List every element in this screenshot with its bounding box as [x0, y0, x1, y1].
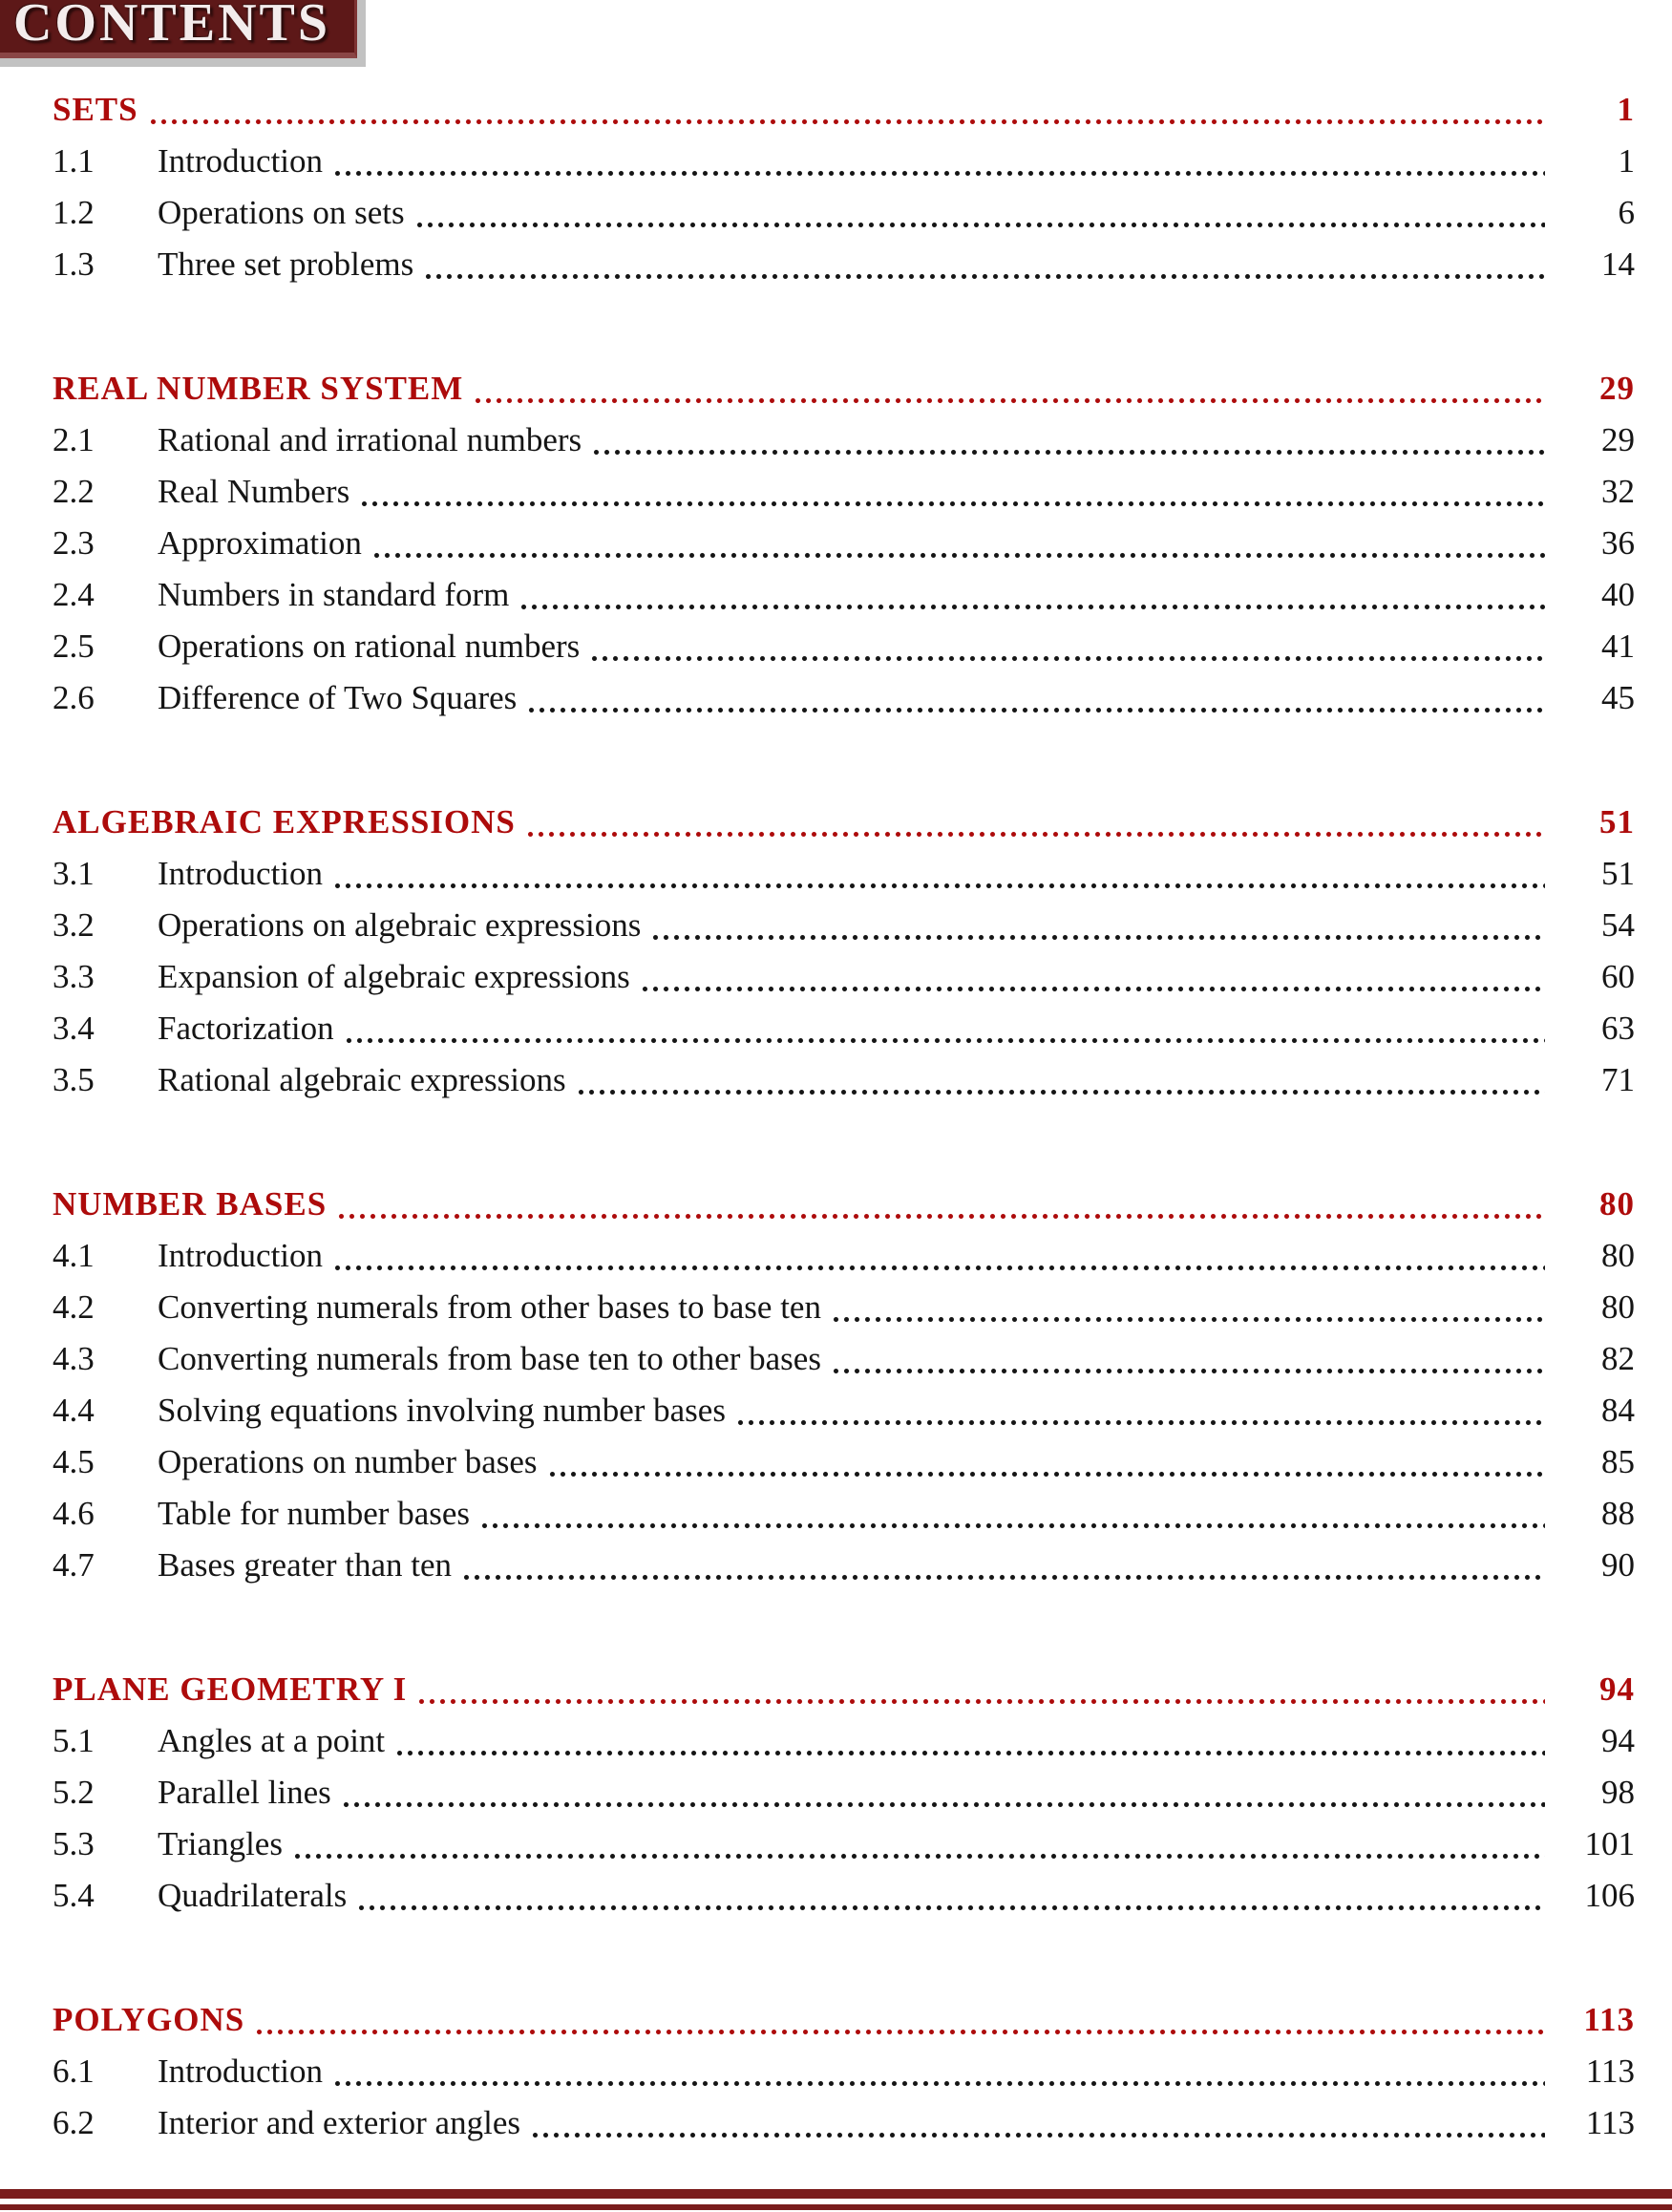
section-row: [53, 1282, 1635, 1333]
section-number: 3.3: [53, 958, 95, 995]
section-title: Converting numerals from other bases to base ten: [158, 1288, 821, 1326]
section-number: 6.2: [53, 2104, 95, 2141]
dot-leader: [332, 136, 1545, 187]
section-title: Approximation: [158, 524, 362, 562]
dot-leader: [530, 2097, 1545, 2149]
chapter-row: [53, 1179, 1635, 1230]
section-title: Converting numerals from base ten to other bases: [158, 1340, 821, 1377]
chapter-page-number: 29: [1599, 370, 1635, 407]
section-title: Solving equations involving number bases: [158, 1392, 726, 1429]
section-page-number: 88: [1601, 1495, 1635, 1532]
section-number: 1.1: [53, 142, 95, 180]
section-page-number: 45: [1601, 679, 1635, 716]
dot-leader: [416, 1664, 1545, 1715]
section-page-number: 40: [1601, 576, 1635, 613]
chapter-block: [53, 363, 1635, 724]
section-number: 4.5: [53, 1443, 95, 1480]
section-number: 5.4: [53, 1877, 95, 1914]
section-title: Angles at a point: [158, 1722, 386, 1759]
section-page-number: 1: [1618, 142, 1635, 180]
section-row: [53, 1054, 1635, 1106]
chapter-title: PLANE GEOMETRY I: [53, 1670, 408, 1708]
section-row: [53, 2097, 1635, 2149]
dot-leader: [526, 672, 1545, 724]
section-row: [53, 1819, 1635, 1870]
chapter-row: [53, 1664, 1635, 1715]
section-page-number: 63: [1601, 1010, 1635, 1047]
section-row: [53, 848, 1635, 900]
section-row: [53, 1385, 1635, 1436]
section-title: Operations on rational numbers: [158, 627, 581, 665]
chapter-page-number: 1: [1617, 91, 1635, 128]
section-number: 2.1: [53, 421, 95, 458]
dot-leader: [519, 569, 1545, 621]
dot-leader: [473, 363, 1545, 415]
section-page-number: 98: [1601, 1774, 1635, 1811]
chapter-page-number: 51: [1599, 803, 1635, 840]
section-page-number: 14: [1601, 245, 1635, 283]
section-page-number: 113: [1585, 2104, 1635, 2141]
section-number: 4.4: [53, 1392, 95, 1429]
section-row: [53, 672, 1635, 724]
section-page-number: 113: [1585, 2052, 1635, 2090]
section-page-number: 29: [1601, 421, 1635, 458]
section-page-number: 54: [1601, 906, 1635, 944]
section-number: 4.6: [53, 1495, 95, 1532]
dot-leader: [831, 1282, 1545, 1333]
section-row: [53, 1436, 1635, 1488]
dot-leader: [525, 797, 1545, 848]
section-title: Introduction: [158, 1237, 324, 1274]
dot-leader: [148, 84, 1545, 136]
section-title: Bases greater than ten: [158, 1546, 453, 1584]
section-title: Interior and exterior angles: [158, 2104, 520, 2141]
section-title: Rational algebraic expressions: [158, 1061, 566, 1098]
bottom-rule: [0, 2189, 1672, 2210]
dot-leader: [576, 1054, 1545, 1106]
section-number: 1.2: [53, 194, 95, 231]
chapter-row: [53, 84, 1635, 136]
section-number: 2.2: [53, 473, 95, 510]
chapter-block: [53, 797, 1635, 1106]
section-number: 2.3: [53, 524, 95, 562]
section-page-number: 80: [1601, 1237, 1635, 1274]
chapter-title: NUMBER BASES: [53, 1185, 328, 1223]
section-title: Quadrilaterals: [158, 1877, 348, 1914]
section-number: 3.5: [53, 1061, 95, 1098]
section-title: Parallel lines: [158, 1774, 331, 1811]
section-number: 5.2: [53, 1774, 95, 1811]
section-row: [53, 415, 1635, 466]
section-page-number: 85: [1601, 1443, 1635, 1480]
section-row: [53, 518, 1635, 569]
section-title: Expansion of algebraic expressions: [158, 958, 630, 995]
section-title: Operations on sets: [158, 194, 405, 231]
chapter-row: [53, 363, 1635, 415]
section-row: [53, 951, 1635, 1003]
section-row: [53, 1767, 1635, 1819]
section-row: [53, 1003, 1635, 1054]
section-page-number: 51: [1601, 855, 1635, 892]
chapter-title: POLYGONS: [53, 2001, 245, 2038]
section-title: Factorization: [158, 1010, 334, 1047]
dot-leader: [336, 1179, 1545, 1230]
dot-leader: [423, 239, 1545, 290]
section-page-number: 82: [1601, 1340, 1635, 1377]
section-row: [53, 900, 1635, 951]
section-number: 5.1: [53, 1722, 95, 1759]
section-page-number: 71: [1601, 1061, 1635, 1098]
dot-leader: [547, 1436, 1545, 1488]
section-page-number: 60: [1601, 958, 1635, 995]
bottom-rule-thin-bar: [0, 2204, 1672, 2210]
contents-banner: [0, 0, 357, 58]
chapter-title: SETS: [53, 91, 138, 128]
section-title: Rational and irrational numbers: [158, 421, 582, 458]
section-number: 4.2: [53, 1288, 95, 1326]
chapter-block: [53, 1994, 1635, 2149]
section-row: [53, 1870, 1635, 1922]
section-row: [53, 621, 1635, 672]
section-number: 3.1: [53, 855, 95, 892]
section-row: [53, 1333, 1635, 1385]
dot-leader: [254, 1994, 1545, 2046]
section-page-number: 94: [1601, 1722, 1635, 1759]
section-title: Three set problems: [158, 245, 414, 283]
dot-leader: [341, 1767, 1545, 1819]
toc: [53, 84, 1635, 2149]
section-row: [53, 239, 1635, 290]
section-row: [53, 136, 1635, 187]
dot-leader: [394, 1715, 1545, 1767]
dot-leader: [831, 1333, 1545, 1385]
section-number: 2.6: [53, 679, 95, 716]
dot-leader: [735, 1385, 1545, 1436]
section-title: Difference of Two Squares: [158, 679, 518, 716]
dot-leader: [589, 621, 1545, 672]
section-title: Introduction: [158, 855, 324, 892]
section-page-number: 36: [1601, 524, 1635, 562]
section-page-number: 90: [1601, 1546, 1635, 1584]
chapter-page-number: 113: [1583, 2001, 1635, 2038]
contents-banner-title: CONTENTS: [12, 0, 331, 53]
section-row: [53, 1715, 1635, 1767]
dot-leader: [292, 1819, 1545, 1870]
section-page-number: 101: [1584, 1825, 1635, 1862]
section-title: Table for number bases: [158, 1495, 471, 1532]
section-number: 4.7: [53, 1546, 95, 1584]
dot-leader: [356, 1870, 1545, 1922]
chapter-block: [53, 1179, 1635, 1591]
section-title: Real Numbers: [158, 473, 350, 510]
section-row: [53, 187, 1635, 239]
dot-leader: [640, 951, 1545, 1003]
dot-leader: [414, 187, 1545, 239]
chapter-block: [53, 84, 1635, 290]
section-title: Triangles: [158, 1825, 283, 1862]
section-title: Numbers in standard form: [158, 576, 510, 613]
chapter-row: [53, 1994, 1635, 2046]
dot-leader: [650, 900, 1545, 951]
section-title: Introduction: [158, 142, 324, 180]
section-number: 6.1: [53, 2052, 95, 2090]
chapter-block: [53, 1664, 1635, 1922]
section-row: [53, 1230, 1635, 1282]
section-title: Operations on number bases: [158, 1443, 538, 1480]
chapter-page-number: 80: [1599, 1185, 1635, 1223]
dot-leader: [344, 1003, 1545, 1054]
dot-leader: [332, 2046, 1545, 2097]
section-number: 1.3: [53, 245, 95, 283]
dot-leader: [371, 518, 1545, 569]
section-page-number: 106: [1584, 1877, 1635, 1914]
section-page-number: 80: [1601, 1288, 1635, 1326]
dot-leader: [359, 466, 1545, 518]
section-number: 4.1: [53, 1237, 95, 1274]
section-number: 5.3: [53, 1825, 95, 1862]
dot-leader: [461, 1540, 1545, 1591]
chapter-title: REAL NUMBER SYSTEM: [53, 370, 464, 407]
dot-leader: [332, 848, 1545, 900]
section-row: [53, 2046, 1635, 2097]
dot-leader: [332, 1230, 1545, 1282]
section-title: Introduction: [158, 2052, 324, 2090]
section-number: 2.5: [53, 627, 95, 665]
section-page-number: 41: [1601, 627, 1635, 665]
section-number: 3.4: [53, 1010, 95, 1047]
section-page-number: 6: [1618, 194, 1635, 231]
section-row: [53, 1488, 1635, 1540]
chapter-title: ALGEBRAIC EXPRESSIONS: [53, 803, 516, 840]
section-number: 2.4: [53, 576, 95, 613]
section-title: Operations on algebraic expressions: [158, 906, 642, 944]
bottom-rule-thick-bar: [0, 2189, 1672, 2199]
chapter-page-number: 94: [1599, 1670, 1635, 1708]
section-row: [53, 466, 1635, 518]
dot-leader: [591, 415, 1545, 466]
section-page-number: 32: [1601, 473, 1635, 510]
section-row: [53, 1540, 1635, 1591]
dot-leader: [479, 1488, 1545, 1540]
section-page-number: 84: [1601, 1392, 1635, 1429]
section-row: [53, 569, 1635, 621]
chapter-row: [53, 797, 1635, 848]
section-number: 4.3: [53, 1340, 95, 1377]
section-number: 3.2: [53, 906, 95, 944]
